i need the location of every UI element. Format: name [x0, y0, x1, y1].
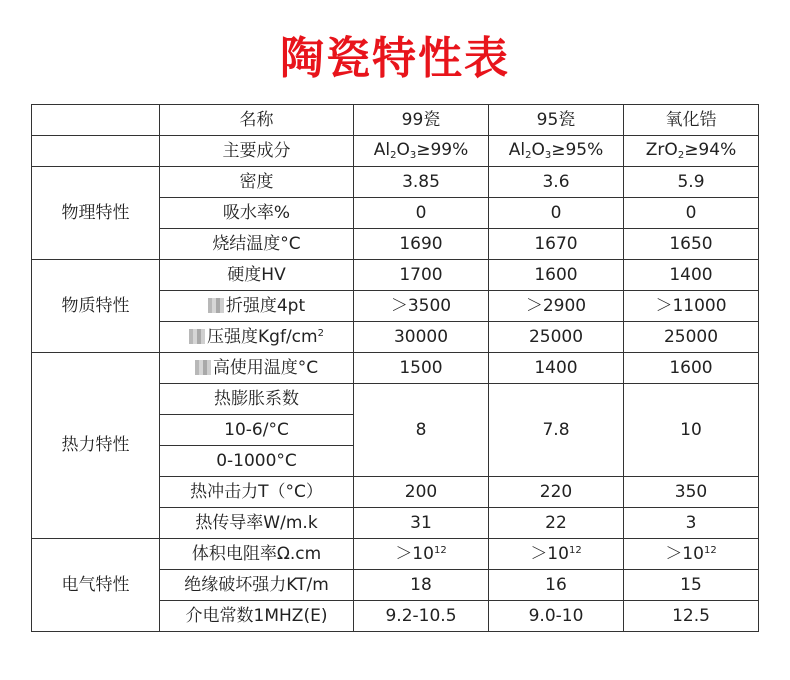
value-cell: 16: [489, 570, 624, 601]
value-cell: 1600: [489, 260, 624, 291]
blurred-glyph-icon: [189, 329, 205, 344]
column-header-99: 99瓷: [354, 105, 489, 136]
value-cell: 9.0-10: [489, 601, 624, 632]
value-cell: 1700: [354, 260, 489, 291]
table-row: [32, 167, 759, 198]
property-label: 压强度Kgf/$cm^2$: [160, 322, 354, 353]
value-cell: 10: [624, 384, 759, 477]
column-header-zirconia: 氧化锆: [624, 105, 759, 136]
ceramic-properties-table: [31, 104, 759, 632]
group-physical: 物理特性: [32, 167, 160, 260]
value-cell: 5.9: [624, 167, 759, 198]
value-cell: 8: [354, 384, 489, 477]
property-label: 体积电阻率Ω.cm: [160, 539, 354, 570]
value-cell: 1670: [489, 229, 624, 260]
property-label: 高使用温度°C: [160, 353, 354, 384]
group-electrical: 电气特性: [32, 539, 160, 632]
value-cell: 3.6: [489, 167, 624, 198]
value-cell: 350: [624, 477, 759, 508]
group-material: 物质特性: [32, 260, 160, 353]
value-cell: 1400: [489, 353, 624, 384]
column-header-95: 95瓷: [489, 105, 624, 136]
value-cell: $>10^{12}$: [489, 539, 624, 570]
value-cell: ＞11000: [624, 291, 759, 322]
value-cell: ＞2900: [489, 291, 624, 322]
composition-99: $Al_2O_3\ge 99\%$: [354, 136, 489, 167]
value-cell: 31: [354, 508, 489, 539]
value-cell: 0: [624, 198, 759, 229]
value-cell: 25000: [489, 322, 624, 353]
property-label: 10-6/°C: [160, 415, 354, 446]
value-cell: 12.5: [624, 601, 759, 632]
value-cell: 3.85: [354, 167, 489, 198]
value-cell: 25000: [624, 322, 759, 353]
property-label: 介电常数1MHZ(E): [160, 601, 354, 632]
page-title: 陶瓷特性表: [280, 33, 510, 84]
property-label: 折强度4pt: [160, 291, 354, 322]
property-label: 绝缘破坏强力KT/m: [160, 570, 354, 601]
value-cell: 0: [489, 198, 624, 229]
value-cell: 1690: [354, 229, 489, 260]
header-row: [32, 105, 759, 136]
value-cell: 30000: [354, 322, 489, 353]
property-label: 热膨胀系数: [160, 384, 354, 415]
blurred-glyph-icon: [195, 360, 211, 375]
composition-row: [32, 136, 759, 167]
composition-zirconia: ZrO$_2$≥94%: [624, 136, 759, 167]
value-cell: 7.8: [489, 384, 624, 477]
property-label: 烧结温度°C: [160, 229, 354, 260]
value-cell: 3: [624, 508, 759, 539]
value-cell: 1600: [624, 353, 759, 384]
value-cell: 220: [489, 477, 624, 508]
column-header-name: 名称: [160, 105, 354, 136]
property-label: 0-1000°C: [160, 446, 354, 477]
property-label: 硬度HV: [160, 260, 354, 291]
value-cell: 15: [624, 570, 759, 601]
blurred-glyph-icon: [208, 298, 224, 313]
value-cell: 18: [354, 570, 489, 601]
property-label: 主要成分: [160, 136, 354, 167]
group-thermal: 热力特性: [32, 353, 160, 539]
property-label: 热冲击力T（°C）: [160, 477, 354, 508]
value-cell: 200: [354, 477, 489, 508]
value-cell: 1650: [624, 229, 759, 260]
table-row: [32, 260, 759, 291]
value-cell: 1400: [624, 260, 759, 291]
table-row: [32, 353, 759, 384]
value-cell: $>10^{12}$: [624, 539, 759, 570]
value-cell: 0: [354, 198, 489, 229]
value-cell: ＞3500: [354, 291, 489, 322]
value-cell: 22: [489, 508, 624, 539]
table-row: [32, 539, 759, 570]
property-label: 热传导率W/m.k: [160, 508, 354, 539]
value-cell: $>10^{12}$: [354, 539, 489, 570]
empty-group-cell: [32, 136, 160, 167]
value-cell: 9.2-10.5: [354, 601, 489, 632]
composition-95: $Al_2O_3\ge 95\%$: [489, 136, 624, 167]
value-cell: 1500: [354, 353, 489, 384]
property-label: 吸水率%: [160, 198, 354, 229]
property-label: 密度: [160, 167, 354, 198]
empty-corner-cell: [32, 105, 160, 136]
